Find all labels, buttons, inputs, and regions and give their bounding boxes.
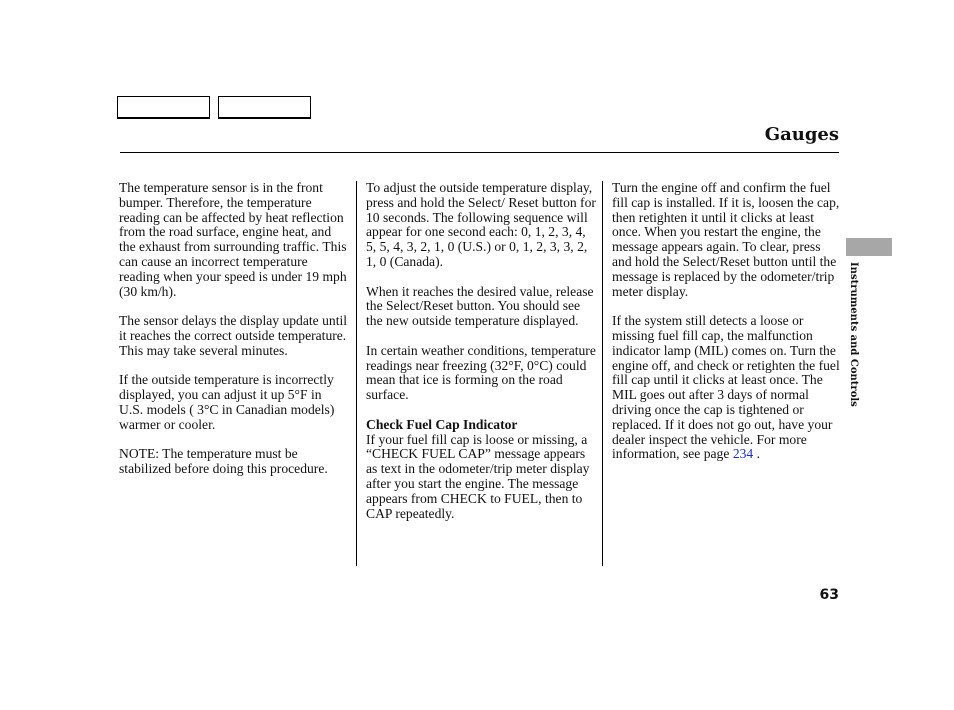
nav-previous-button[interactable] xyxy=(117,96,210,119)
section-subheading: Check Fuel Cap Indicator xyxy=(366,416,518,432)
paragraph-text: If your fuel fill cap is loose or missing, a “CHECK FUEL CAP” message appears as text in the odometer/trip meter display after you start the engine. The message appears from CHECK to FUEL, then to CAP repeatedly. xyxy=(366,431,590,521)
text-column-2 xyxy=(366,181,598,536)
paragraph: Turn the engine off and confirm the fuel fill cap is installed. If it is, loosen the cap, then retighten it until it clicks at least once. When you restart the engine, the message appears again. To clear, press and hold the Select/Reset button until the message is replaced by the odometer/trip meter display. xyxy=(612,180,840,299)
page-number: 63 xyxy=(819,587,839,603)
section-tab xyxy=(846,238,892,256)
paragraph-end: . xyxy=(753,446,760,462)
paragraph: NOTE: The temperature must be stabilized before doing this procedure. xyxy=(119,446,328,477)
paragraph: In certain weather conditions, temperature readings near freezing (32°F, 0°C) could mean that ice is forming on the road surface. xyxy=(366,342,596,403)
text-column-1 xyxy=(119,181,349,492)
title-divider xyxy=(120,152,839,153)
paragraph: To adjust the outside temperature display, press and hold the Select/ Reset button for 10 seconds. The following sequence will appear for one second each: 0, 1, 2, 3, 4, 5, 5, 4, 3, 2, 1, 0 (U.S.) or 0, 1, 2, 3, 3, 2, 1, 0 (Canada). xyxy=(366,180,596,269)
page-reference-link[interactable]: 234 xyxy=(732,446,754,462)
paragraph: If the outside temperature is incorrectly displayed, you can adjust it up 5°F in U.S. models ( 3°C in Canadian models) warmer or cooler. xyxy=(119,372,335,432)
section-tab-label: Instruments and Controls xyxy=(848,262,859,407)
paragraph: The sensor delays the display update until it reaches the correct outside temperature. This may take several minutes. xyxy=(119,313,348,358)
paragraph: When it reaches the desired value, release the Select/Reset button. You should see the new outside temperature displayed. xyxy=(366,283,594,329)
nav-next-button[interactable] xyxy=(218,96,311,119)
column-divider xyxy=(356,181,357,566)
paragraph-text: If the system still detects a loose or missing fuel fill cap, the malfunction indicator lamp (MIL) comes on. Turn the engine off, and check or retighten the fuel fill cap until it clicks at least once. The MIL goes out after 3 days of normal driving once the cap is tightened or replaced. If it does not go out, have your dealer inspect the vehicle. For more information, see page xyxy=(612,313,840,462)
paragraph xyxy=(612,314,842,462)
paragraph: The temperature sensor is in the front bumper. Therefore, the temperature reading can be affected by heat reflection from the road surface, engine heat, and the exhaust from surrounding traffic. This can cause an incorrect temperature reading when your speed is under 19 mph (30 km/h). xyxy=(119,180,347,299)
column-divider xyxy=(602,181,603,566)
text-column-3 xyxy=(612,181,842,477)
page-title: Gauges xyxy=(764,124,839,145)
fuel-cap-section xyxy=(366,418,598,522)
